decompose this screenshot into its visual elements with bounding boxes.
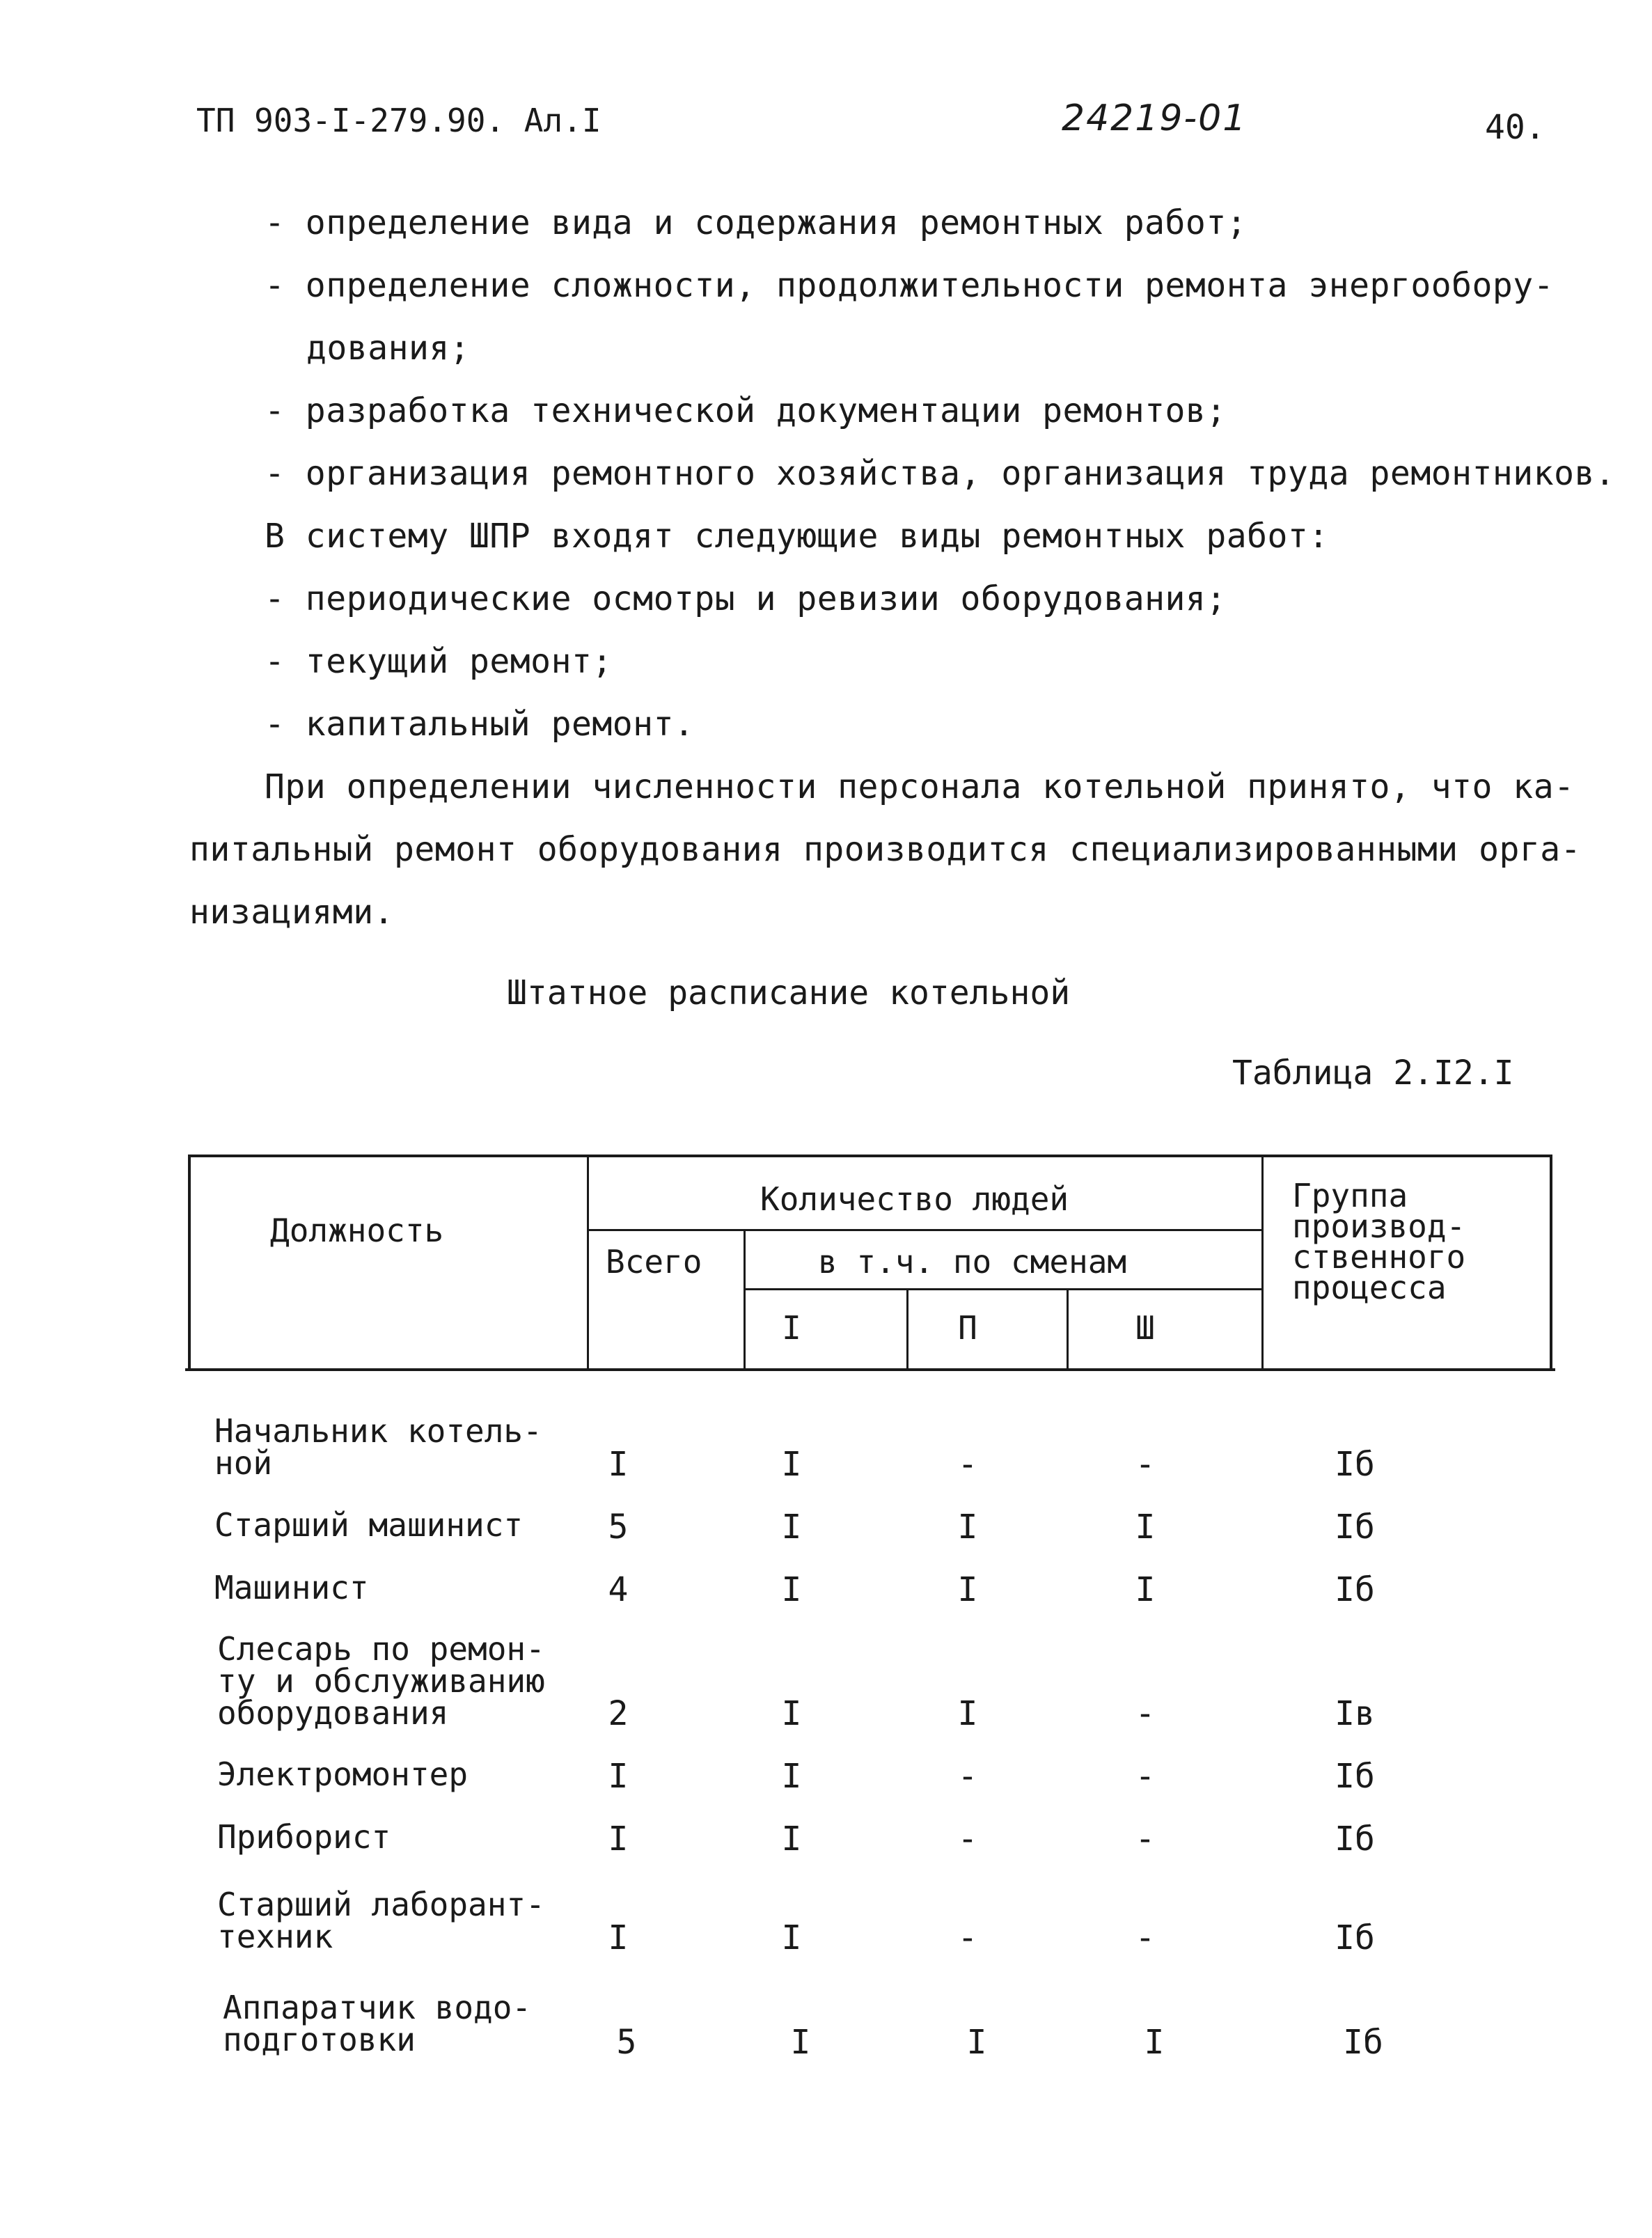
cell-total: 5 <box>608 1508 629 1547</box>
cell-group: Iб <box>1335 1570 1375 1609</box>
cell-group: Iб <box>1335 1508 1375 1547</box>
cell-total: I <box>608 1820 629 1859</box>
header-people-count: Количество людей <box>760 1180 1069 1218</box>
cell-shift-3: - <box>1135 1445 1156 1484</box>
table-row-position <box>214 1506 524 1544</box>
position-line: Аппаратчик водо- <box>223 1989 532 2026</box>
table-row-position <box>223 1991 531 2056</box>
body-line: При определении численности персонала котельной принято, что ка- <box>265 767 1575 806</box>
cell-shift-2: I <box>966 2023 987 2062</box>
cell-total: I <box>608 1445 629 1484</box>
position-line: ту и обслуживанию <box>217 1662 545 1700</box>
table-row-position <box>214 1412 542 1482</box>
cell-shift-3: - <box>1135 1820 1156 1859</box>
table-row-position <box>214 1569 369 1606</box>
cell-shift-1: I <box>781 1820 802 1859</box>
position-line: техник <box>217 1918 333 1955</box>
document-code: ТП 903-I-279.90. Ал.I <box>196 102 601 139</box>
body-line: - капитальный ремонт. <box>265 705 695 744</box>
cell-total: I <box>608 1918 629 1957</box>
cell-shift-3: I <box>1144 2023 1165 2062</box>
table-row-position <box>217 1818 391 1856</box>
cell-shift-3: I <box>1135 1570 1156 1609</box>
cell-shift-1: I <box>781 1694 802 1733</box>
header-shift-3: Ш <box>1135 1309 1155 1347</box>
body-line: - разработка технической документации ремонтов; <box>265 391 1227 430</box>
header-group-line: Группа <box>1292 1177 1408 1214</box>
cell-shift-3: - <box>1135 1918 1156 1957</box>
header-group-line: ственного <box>1292 1238 1466 1276</box>
header-group-line: производ- <box>1292 1207 1466 1245</box>
cell-shift-1: I <box>781 1918 802 1957</box>
cell-shift-1: I <box>790 2023 811 2062</box>
cell-shift-3: I <box>1135 1508 1156 1547</box>
table-row-position <box>217 1888 545 1953</box>
header-total: Всего <box>606 1243 702 1281</box>
cell-shift-3: - <box>1135 1757 1156 1796</box>
position-line: Приборист <box>217 1818 391 1856</box>
position-line: ной <box>214 1444 273 1482</box>
handwritten-number: 24219-01 <box>1062 97 1248 139</box>
cell-shift-2: - <box>957 1820 978 1859</box>
body-line: дования; <box>306 329 471 368</box>
header-position: Должность <box>270 1212 444 1249</box>
cell-group: Iб <box>1343 2023 1383 2062</box>
cell-shift-2: I <box>957 1570 978 1609</box>
cell-group: Iб <box>1335 1918 1375 1957</box>
header-group-line: процесса <box>1292 1269 1447 1306</box>
body-line: низациями. <box>189 893 394 932</box>
table-row-position <box>217 1755 469 1793</box>
position-line: подготовки <box>223 2021 416 2058</box>
header-group <box>1292 1177 1466 1306</box>
header-shift-2: П <box>958 1309 977 1347</box>
cell-total: 5 <box>616 2023 637 2062</box>
position-line: Начальник котель- <box>214 1412 542 1450</box>
body-line: - организация ремонтного хозяйства, организация труда ремонтников. <box>265 454 1616 493</box>
cell-shift-2: I <box>957 1694 978 1733</box>
table-row-position <box>217 1630 545 1732</box>
cell-group: Iб <box>1335 1757 1375 1796</box>
cell-total: 2 <box>608 1694 629 1733</box>
cell-group: Iб <box>1335 1445 1375 1484</box>
cell-group: Iб <box>1335 1820 1375 1859</box>
position-line: Машинист <box>214 1569 369 1606</box>
body-line: - текущий ремонт; <box>265 642 613 681</box>
body-line: В систему ШПР входят следующие виды ремонтных работ: <box>265 517 1329 556</box>
cell-shift-1: I <box>781 1570 802 1609</box>
position-line: Электромонтер <box>217 1755 469 1793</box>
cell-total: I <box>608 1757 629 1796</box>
cell-shift-2: I <box>957 1508 978 1547</box>
cell-shift-2: - <box>957 1918 978 1957</box>
cell-shift-2: - <box>957 1757 978 1796</box>
table-number: Таблица 2.I2.I <box>1232 1054 1514 1093</box>
position-line: Старший лаборант- <box>217 1886 545 1923</box>
body-line: питальный ремонт оборудования производится специализированными орга- <box>189 830 1582 869</box>
position-line: оборудования <box>217 1694 449 1732</box>
cell-shift-2: - <box>957 1445 978 1484</box>
cell-shift-1: I <box>781 1508 802 1547</box>
header-by-shifts: в т.ч. по сменам <box>818 1243 1127 1281</box>
cell-group: Iв <box>1335 1694 1375 1733</box>
cell-total: 4 <box>608 1570 629 1609</box>
position-line: Слесарь по ремон- <box>217 1630 545 1668</box>
body-line: - определение сложности, продолжительности ремонта энергообору- <box>265 266 1555 305</box>
body-line: - периодические осмотры и ревизии оборудования; <box>265 579 1227 618</box>
body-line: - определение вида и содержания ремонтных работ; <box>265 203 1248 242</box>
position-line: Старший машинист <box>214 1506 524 1544</box>
cell-shift-1: I <box>781 1757 802 1796</box>
header-shift-1: I <box>782 1309 801 1347</box>
cell-shift-3: - <box>1135 1694 1156 1733</box>
table-caption: Штатное расписание котельной <box>507 973 1071 1012</box>
cell-shift-1: I <box>781 1445 802 1484</box>
page-number: 40. <box>1485 108 1545 147</box>
